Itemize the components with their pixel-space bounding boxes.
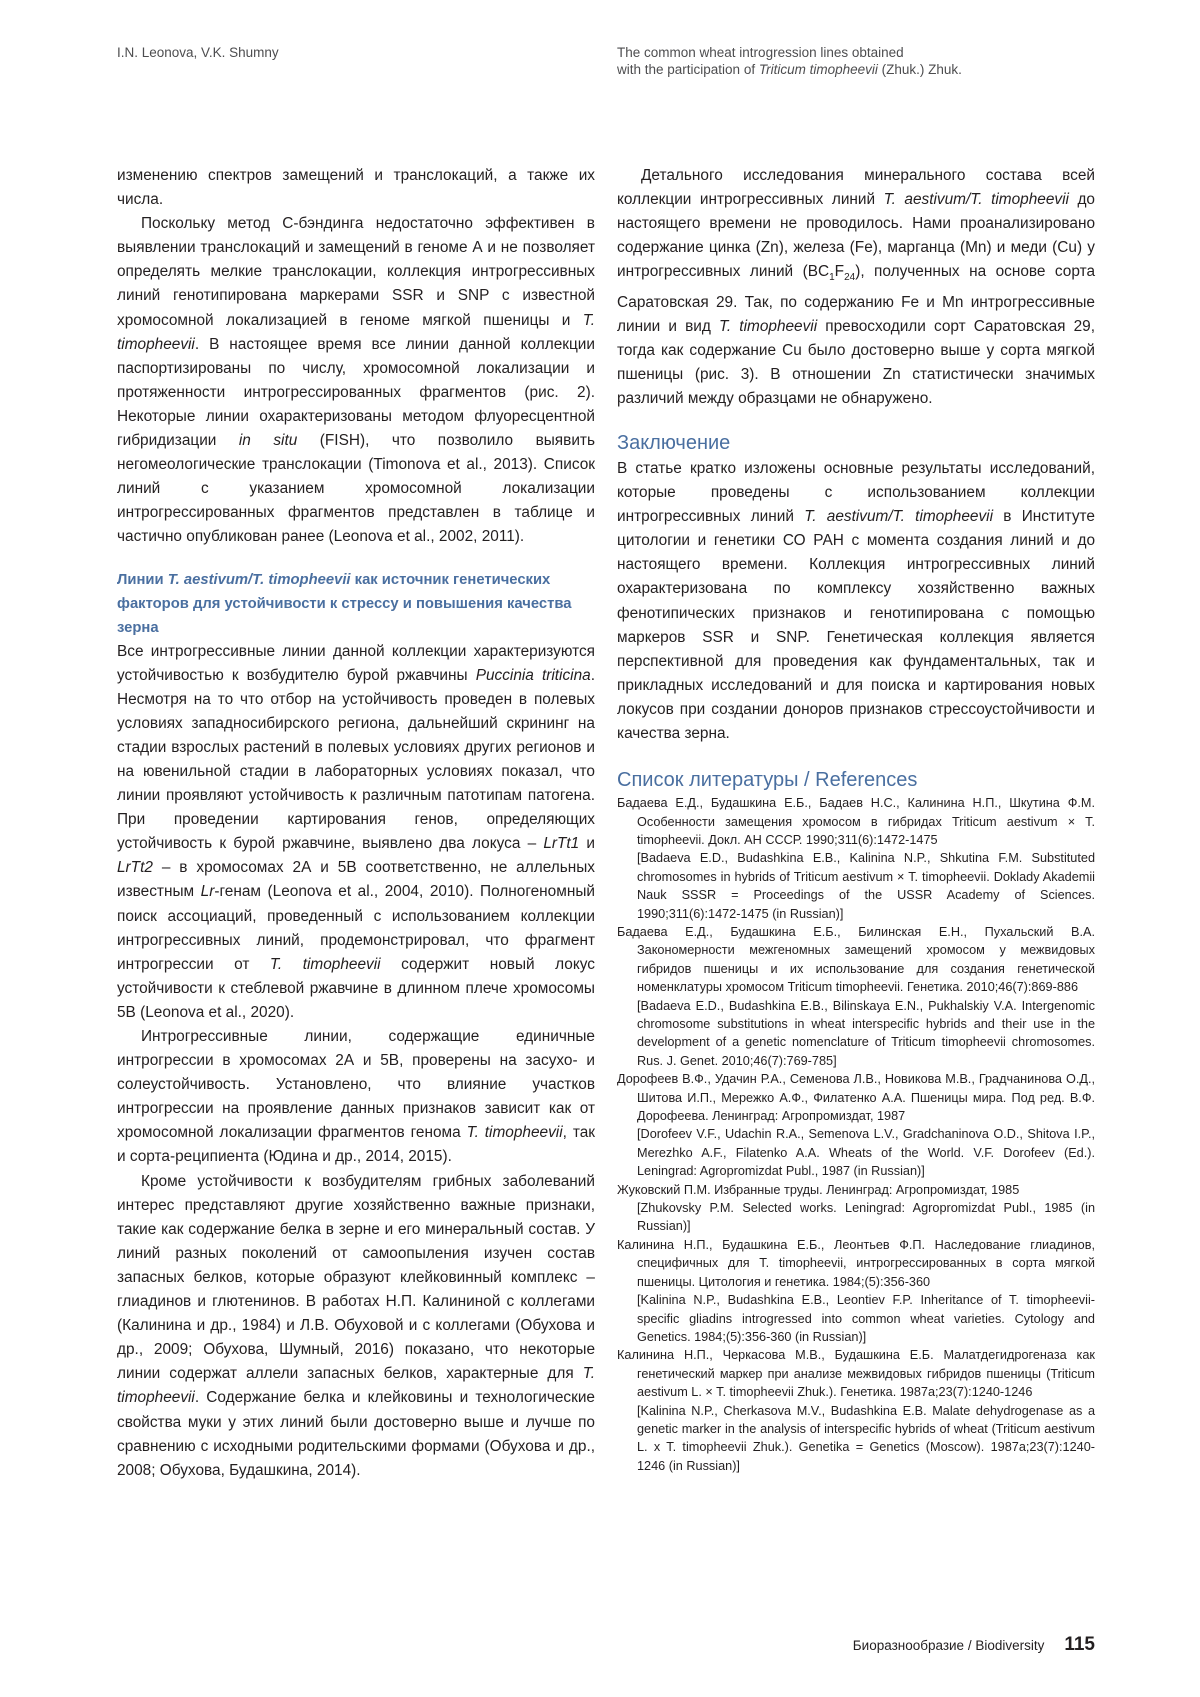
reference-ru: Калинина Н.П., Черкасова М.В., Будашкина Е.Б. Малатдегидрогеназа как генетический маркер при анализе межвидовых гибридов пшеницы (Triticum aestivum L. × T. timopheevii Zhuk.). Генетика. 1987a;23(7):1240-1246 — [617, 1348, 1095, 1400]
right-column — [617, 164, 1095, 1475]
running-title-line1: The common wheat introgression lines obtained — [617, 45, 904, 60]
running-head-title — [617, 44, 962, 78]
reference-ru: Бадаева Е.Д., Будашкина Е.Б., Бадаев Н.С., Калинина Н.П., Шкутина Ф.М. Особенности замещения хромосом в гибридах Triticum aestivum × T. timopheevii. Докл. АН СССР. 1990;311(6):1472-1475 — [617, 796, 1095, 847]
paragraph: Детального исследования минерального состава всей коллекции интрогрессивных линий T. aestivum/T. timopheevii до настоящего времени не проводилось. Нами проанализировано содержание цинка (Zn), железа (Fe), марганца (Mn) и меди (Cu) у интрогрессивных линий $(BC_1F_{24})$, полученных на основе сорта Саратовская 29. Так, по содержанию Fe и Mn интрогрессивные линии и вид T. timopheevii превосходили сорт Саратовская 29, тогда как содержание Cu было достоверно выше у сорта мягкой пшеницы (рис. 3). В отношении Zn статистически значимых различий между образцами не обнаружено. — [617, 167, 1096, 407]
left-column — [117, 164, 595, 1483]
paragraph: В статье кратко изложены основные результаты исследований, которые проведены с использованием коллекции интрогрессивных линий T. aestivum/T. timopheevii в Институте цитологии и генетики СО РАН с момента создания линий и до настоящего времени. Коллекция интрогрессивных линий охарактеризована по комплексу хозяйственно важных фенотипических признаков и генотипирована с помощью маркеров SSR и SNP. Генетическая коллекция является перспективной для проведения как фундаментальных, так и прикладных исследований и для поиска и картирования новых локусов при создании доноров признаков стрессоустойчивости и качества зерна. — [617, 460, 1095, 743]
running-title-line2: with the participation of Triticum timopheevii (Zhuk.) Zhuk. — [617, 62, 962, 77]
reference-en: [Badaeva E.D., Budashkina E.B., Kalinina N.P., Shkutina F.M. Substituted chromosomes in hybrids of Triticum aestivum × T. timopheevii. Doklady Akademii Nauk SSSR = Proceedings of the USSR Academy of Sciences. 1990;311(6):1472-1475 (in Russian)] — [637, 851, 1095, 921]
page-footer — [853, 1634, 1095, 1656]
running-head-authors — [117, 44, 279, 61]
reference-en: [Kalinina N.P., Budashkina E.B., Leontiev F.P. Inheritance of T. timopheevii-specific gliadins introgressed into common wheat varieties. Cytology and Genetics. 1984;(5):356-360 (in Russian)] — [637, 1293, 1095, 1344]
paragraph: изменению спектров замещений и транслокаций, а также их числа. — [117, 167, 595, 209]
section-heading-references: Список литературы / References — [617, 769, 918, 792]
reference-ru: Жуковский П.М. Избранные труды. Ленинград: Агропромиздат, 1985 — [617, 1182, 1020, 1197]
reference-en: [Badaeva E.D., Budashkina E.B., Bilinskaya E.N., Pukhalskiy V.A. Intergenomic chromosome substitutions in wheat interspecific hybrids and their use in the development of a genetic nomenclature of Triticum timopheevii chromosomes. Rus. J. Genet. 2010;46(7):769-785] — [637, 998, 1095, 1068]
reference-item — [617, 1181, 1095, 1236]
reference-item — [617, 1070, 1095, 1180]
authors-text: I.N. Leonova, V.K. Shumny — [117, 45, 279, 60]
subsection-heading: Линии T. aestivum/T. timopheevii как источник генетических факторов для устойчивости к стрессу и повышения качества зерна — [117, 571, 572, 636]
reference-ru: Бадаева Е.Д., Будашкина Е.Б., Билинская Е.Н., Пухальский В.А. Закономерности межгеномных замещений хромосом у межвидовых гибридов пшеницы и их использование для создания генетической номенклатуры хромосом Triticum timopheevii. Генетика. 2010;46(7):869-886 — [617, 924, 1095, 995]
reference-list — [617, 794, 1095, 1475]
reference-en: [Kalinina N.P., Cherkasova M.V., Budashkina E.B. Malate dehydrogenase as a genetic marker in the analysis of interspecific hybrids of wheat (Triticum aestivum L. x T. timopheevii Zhuk.). Genetika = Genetics (Moscow). 1987a;23(7):1240-1246 (in Russian)] — [637, 1403, 1095, 1473]
section-heading-conclusion: Заключение — [617, 432, 731, 455]
paragraph: Все интрогрессивные линии данной коллекции характеризуются устойчивостью к возбудителю бурой ржавчины Puccinia triticina. Несмотря на то что отбор на устойчивость проведен в полевых условиях западносибирского региона, дальнейший скрининг на стадии взрослых растений в полевых условиях других регионов и на ювенильной стадии в лабораторных условиях показал, что линии проявляют устойчивость к различным патотипам патогена. При проведении картирования генов, определяющих устойчивость к бурой ржавчине, выявлено два локуса – LrTt1 и LrTt2 – в хромосомах 2А и 5В соответственно, не аллельных известным Lr-генам (Leonova et al., 2004, 2010). Полногеномный поиск ассоциаций, проведенный с использованием коллекции интрогрессивных линий, продемонстрировал, что фрагмент интрогрессии от T. timopheevii содержит новый локус устойчивости к стеблевой ржавчине в длинном плече хромосомы 5В (Leonova et al., 2020). — [117, 642, 595, 1021]
reference-ru: Дорофеев В.Ф., Удачин Р.А., Семенова Л.В., Новикова М.В., Градчанинова О.Д., Шитова И.П., Мережко А.Ф., Филатенко А.А. Пшеницы мира. Под ред. В.Ф. Дорофеева. Ленинград: Агропромиздат, 1987 — [617, 1072, 1095, 1124]
reference-en: [Zhukovsky P.M. Selected works. Leningrad: Agropromizdat Publ., 1985 (in Russian)] — [637, 1201, 1095, 1234]
reference-en: [Dorofeev V.F., Udachin R.A., Semenova L.V., Gradchaninova O.D., Shitova I.P., Merezhko A.F., Filatenko A.A. Wheats of the World. V.F. Dorofeev (Ed.). Leningrad: Agropromizdat Publ., 1987 (in Russian)] — [637, 1127, 1095, 1179]
reference-item — [617, 1236, 1095, 1346]
paragraph: Кроме устойчивости к возбудителям грибных заболеваний интерес представляют другие хозяйственно важные признаки, такие как содержание белка в зерне и его минеральный состав. У линий разных поколений от самоопыления изучен состав запасных белков, которые образуют клейковинный комплекс – глиадинов и глютенинов. В работах Н.П. Калининой с коллегами (Калинина и др., 1984) и Л.В. Обуховой и с коллегами (Обухова и др., 2009; Обухова, Шумный, 2016) показано, что некоторые линии содержат аллели запасных белков, характерные для T. timopheevii. Содержание белка и клейковины и технологические свойства муки у этих линий были достоверно выше и лучше по сравнению с исходными родительскими формами (Обухова и др., 2008; Обухова, Будашкина, 2014). — [117, 1172, 595, 1479]
paragraph: Интрогрессивные линии, содержащие единичные интрогрессии в хромосомах 2А и 5В, проверены на засухо- и солеустойчивость. Установлено, что влияние участков интрогрессии на проявление данных признаков зависит как от хромосомной локализации фрагментов генома T. timopheevii, так и сорта-реципиента (Юдина и др., 2014, 2015). — [117, 1028, 595, 1166]
reference-item — [617, 923, 1095, 1070]
paragraph: Поскольку метод С-бэндинга недостаточно эффективен в выявлении транслокаций и замещений в геноме А и не позволяет определять мелкие транслокации, коллекция интрогрессивных линий генотипирована маркерами SSR и SNP с известной хромосомной локализацией в геноме мягкой пшеницы и T. timopheevii. В настоящее время все линии данной коллекции паспортизированы по числу, хромосомной локализации и протяженности интрогрессированных фрагментов (рис. 2). Некоторые линии охарактеризованы методом флуоресцентной гибридизации in situ (FISH), что позволило выявить негомеологические транслокации (Timonova et al., 2013). Список линий с указанием хромосомной локализации интрогрессированных фрагментов представлен в таблице и частично опубликован ранее (Leonova et al., 2002, 2011). — [117, 215, 595, 546]
footer-section: Биоразнообразие / Biodiversity — [852, 1638, 1045, 1653]
reference-item — [617, 794, 1095, 923]
reference-item — [617, 1346, 1095, 1475]
page-number: 115 — [1064, 1634, 1095, 1655]
reference-ru: Калинина Н.П., Будашкина Е.Б., Леонтьев Ф.П. Наследование глиадинов, специфичных для T. timopheevii, интрогрессированных в сорта мягкой пшеницы. Цитология и генетика. 1984;(5):356-360 — [617, 1237, 1095, 1289]
